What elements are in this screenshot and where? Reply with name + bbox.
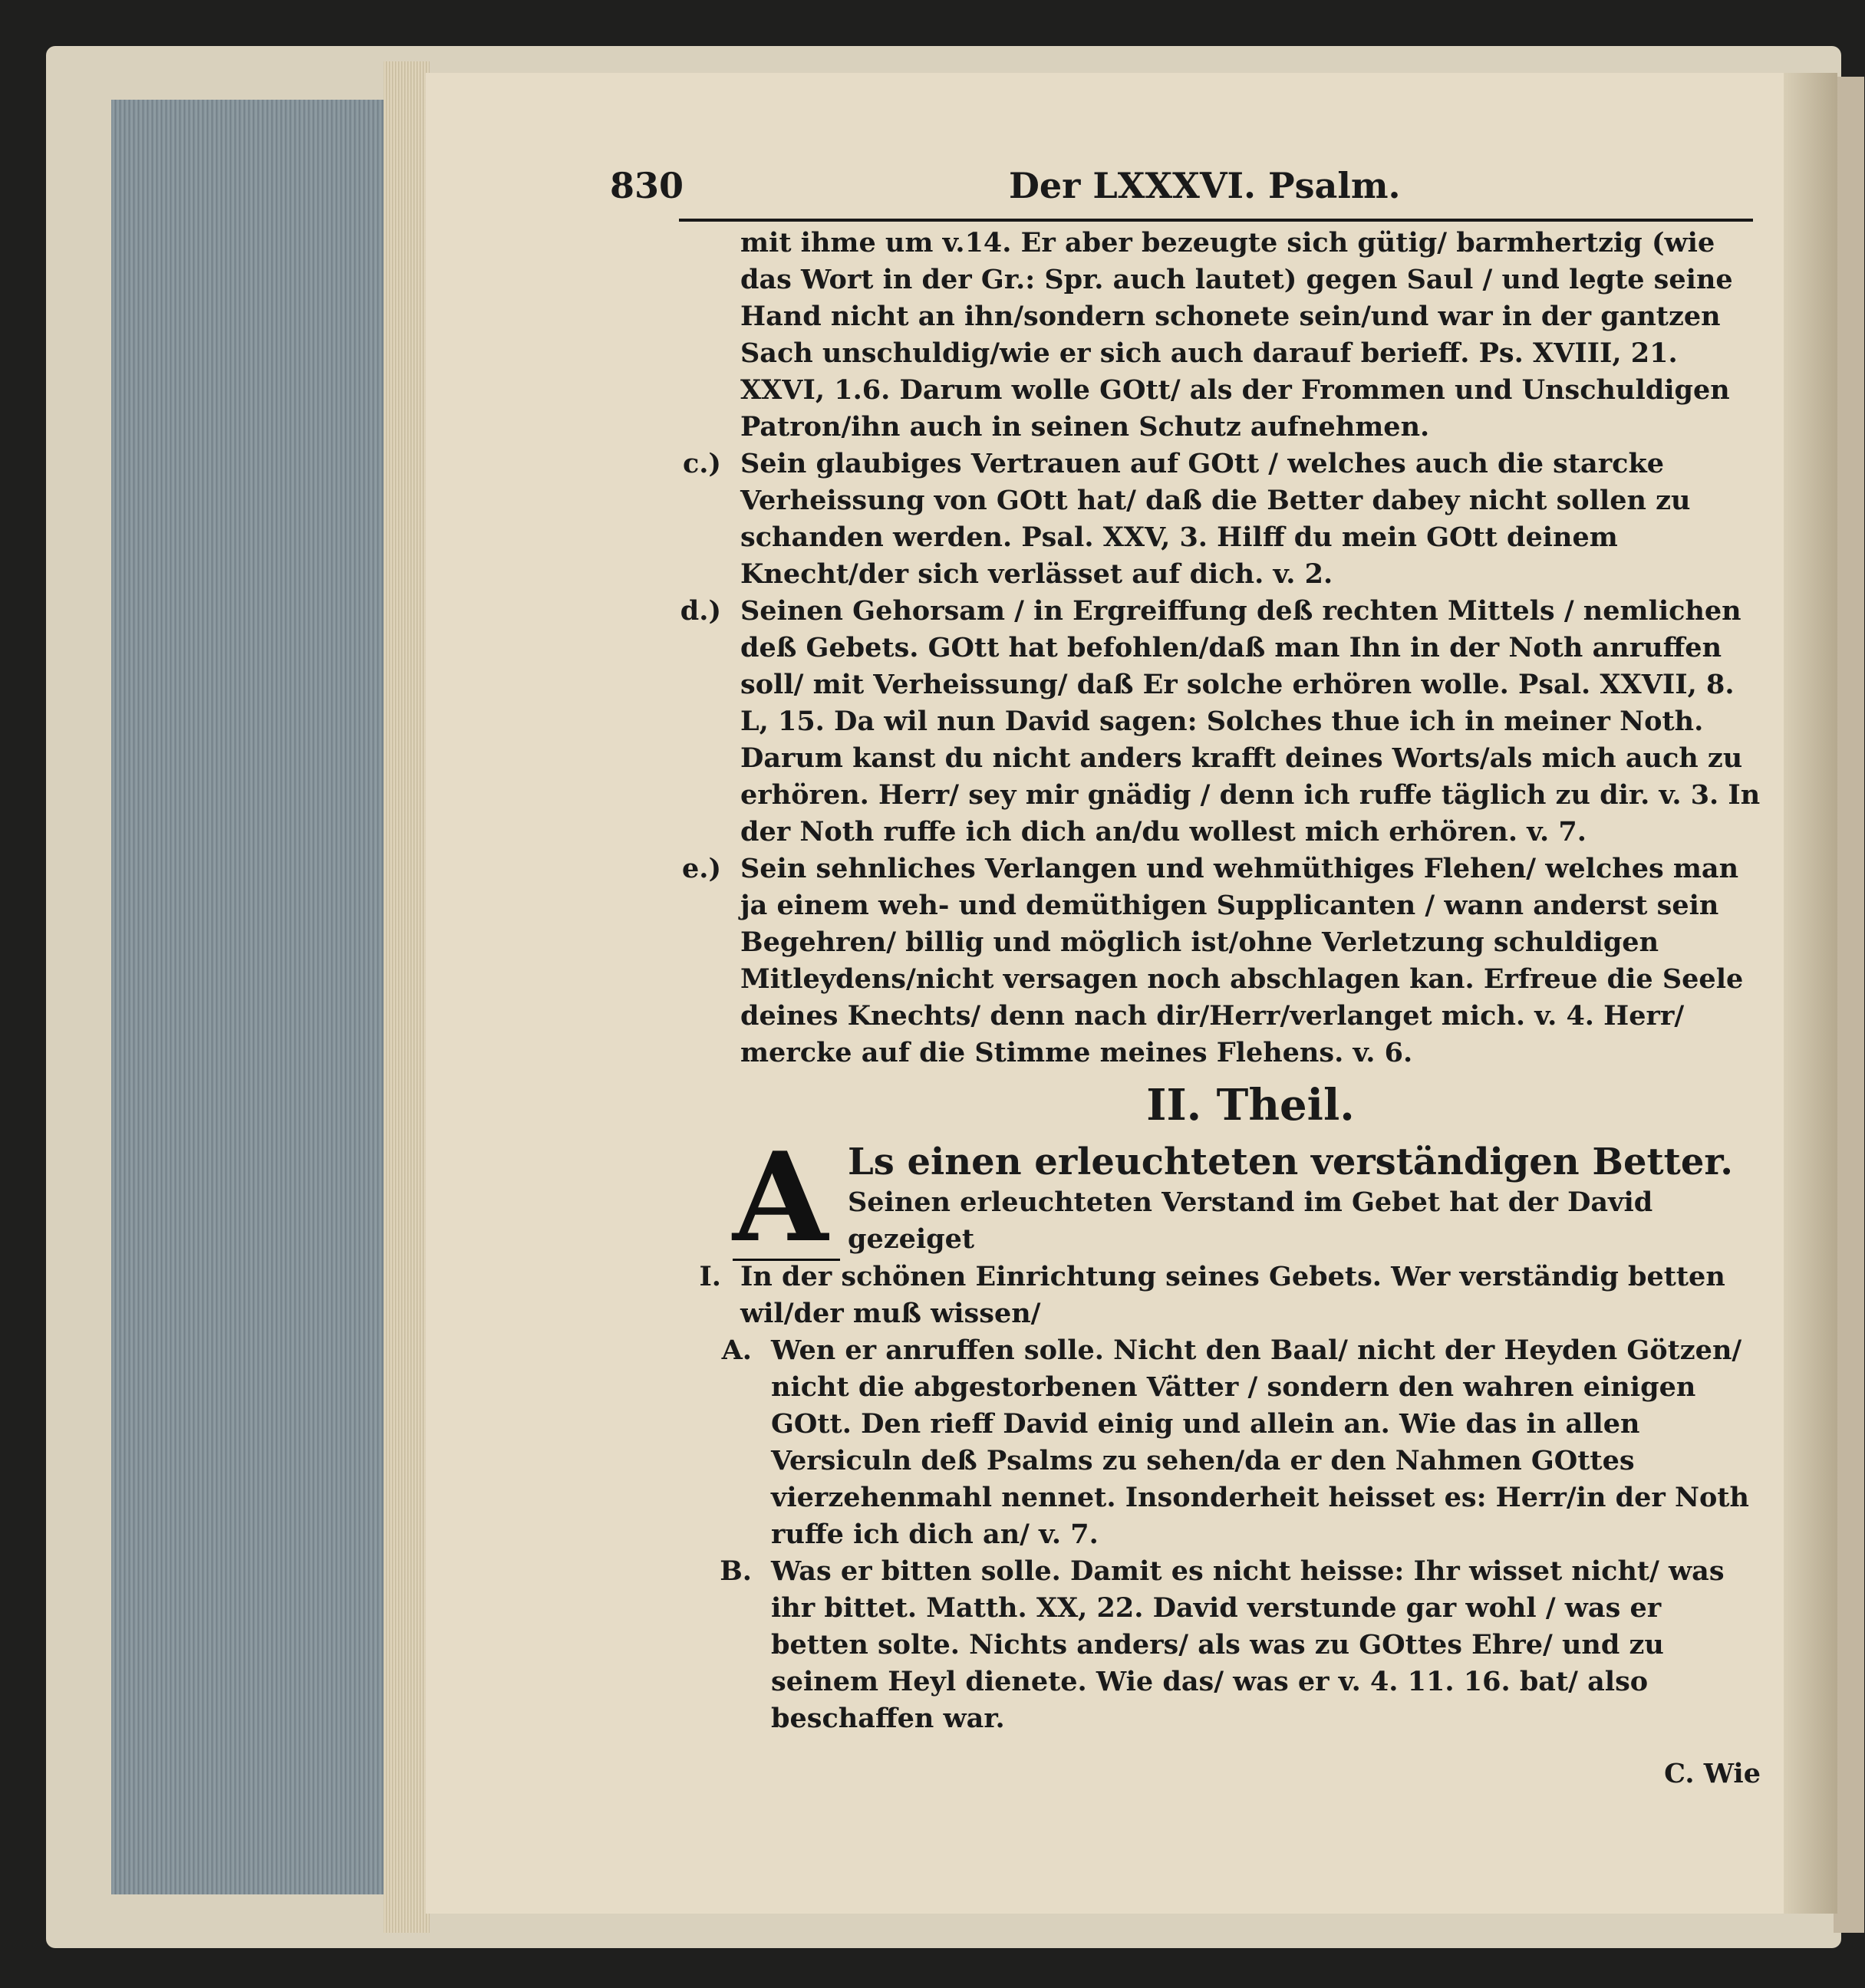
- paragraph-marker: d.): [680, 595, 721, 627]
- paragraph-d: [680, 593, 1761, 851]
- intro-paragraph: [733, 1125, 1761, 1269]
- item-text: Was er bitten solle. Damit es nicht heisse: Ihr wisset nicht/ was ihr bittet. Matth. XX, 22. David verstunde gar wohl / was er betten solte. Nichts anders/ als was zu GOttes Ehre/ und zu seinem Heyl dienete. Wie das/ was er v. 4. 11. 16. bat/ also beschaffen war.: [771, 1555, 1725, 1734]
- paragraph-marker: c.): [682, 448, 721, 479]
- header-rule: [679, 219, 1753, 222]
- item-A: [721, 1332, 1761, 1553]
- section-title: II. Theil.: [1146, 1080, 1355, 1131]
- page-header: [610, 165, 1722, 219]
- item-text: In der schönen Einrichtung seines Gebets. Wer verständig betten wil/der muß wissen/: [740, 1261, 1725, 1329]
- catchword: C. Wie: [1664, 1758, 1761, 1789]
- page-body: [680, 225, 1761, 1792]
- item-marker: I.: [699, 1261, 721, 1292]
- paragraph-text: Seinen Gehorsam / in Ergreiffung deß rechten Mittels / nemlichen deß Gebets. GOtt hat befohlen/daß man Ihn in der Noth anruffen soll/ mit Verheissung/ daß Er solche erhören wolle. Psal. XXVII, 8. L, 15. Da wil nun David sagen: Solches thue ich in meiner Noth. Darum kanst du nicht anders krafft deines Worts/als mich auch zu erhören. Herr/ sey mir gnädig / denn ich ruffe täglich zu dir. v. 3. In der Noth ruffe ich dich an/du wollest mich erhören. v. 7.: [740, 595, 1761, 848]
- item-I: [699, 1259, 1761, 1332]
- paragraph-text: mit ihme um v.14. Er aber bezeugte sich gütig/ barmhertzig (wie das Wort in der Gr.: Spr. auch lautet) gegen Saul / und legte seine Hand nicht an ihn/sondern schonete sein/und war in der gantzen Sach unschuldig/wie er sich auch darauf berieff. Ps. XVIII, 21. XXVI, 1.6. Darum wolle GOtt/ als der Frommen und Unschuldigen Patron/ihn auch in seinen Schutz aufnehmen.: [740, 227, 1733, 443]
- paragraph-c: [682, 446, 1761, 593]
- drop-cap: A: [733, 1136, 840, 1261]
- paragraph-marker: e.): [681, 853, 721, 884]
- paragraph-text: Sein glaubiges Vertrauen auf GOtt / welches auch die starcke Verheissung von GOtt hat/ daß die Better dabey nicht sollen zu schanden werden. Psal. XXV, 3. Hilff du mein GOtt deinem Knecht/der sich verlässet auf dich. v. 2.: [740, 448, 1691, 590]
- item-marker: B.: [720, 1555, 752, 1587]
- running-title: Der LXXXVI. Psalm.: [1009, 165, 1401, 206]
- page-edges: [111, 100, 403, 1894]
- paragraph-continued: [740, 225, 1761, 446]
- item-text: Wen er anruffen solle. Nicht den Baal/ nicht der Heyden Götzen/ nicht die abgestorbenen Vätter / sondern den wahren einigen GOtt. Den rieff David einig und allein an. Wie das in allen Versiculn deß Psalms zu sehen/da er den Nahmen GOttes vierzehenmahl nennet. Insonderheit heisset es: Herr/in der Noth ruffe ich dich an/ v. 7.: [771, 1335, 1749, 1550]
- facing-page-edge: [1834, 77, 1864, 1933]
- intro-lead: Ls einen erleuchteten verständigen Better.: [848, 1140, 1733, 1183]
- page-number: 830: [610, 165, 684, 206]
- item-marker: A.: [721, 1335, 752, 1366]
- gutter-shadow: [1784, 73, 1837, 1914]
- book-page: [426, 73, 1837, 1914]
- paragraph-e: [681, 851, 1761, 1071]
- intro-rest: Seinen erleuchteten Verstand im Gebet hat der David gezeiget: [848, 1187, 1653, 1255]
- page-stack: [384, 61, 430, 1933]
- paragraph-text: Sein sehnliches Verlangen und wehmüthiges Flehen/ welches man ja einem weh- und demüthigen Supplicanten / wann anderst sein Begehren/ billig und möglich ist/ohne Verletzung schuldigen Mitleydens/nicht versagen noch abschlagen kan. Erfreue die Seele deines Knechts/ denn nach dir/Herr/verlanget mich. v. 4. Herr/ mercke auf die Stimme meines Flehens. v. 6.: [740, 853, 1744, 1068]
- item-B: [720, 1553, 1761, 1737]
